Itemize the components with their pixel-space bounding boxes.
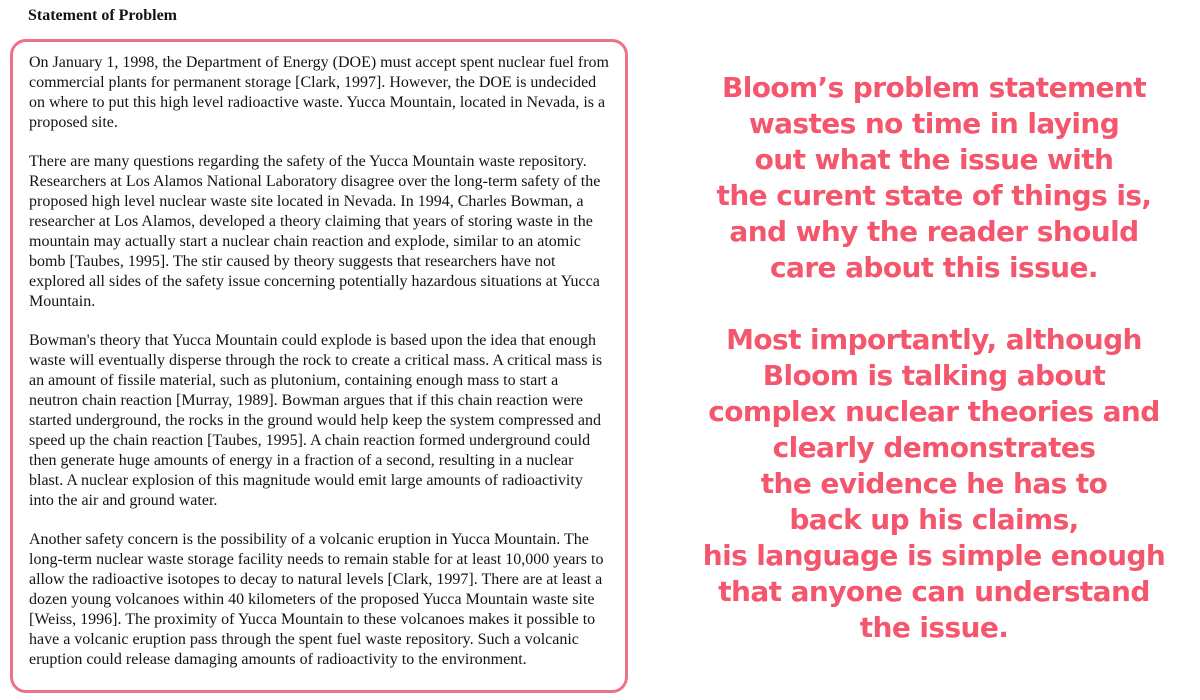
annotation-line: complex nuclear theories and: [708, 395, 1160, 428]
annotation-line: the issue.: [859, 611, 1009, 644]
annotation-line: clearly demonstrates: [772, 431, 1096, 464]
annotation-line: Most importantly, although: [726, 323, 1142, 356]
annotation-line: care about this issue.: [770, 251, 1098, 284]
document-paragraph: There are many questions regarding the safety of the Yucca Mountain waste repository. Researchers at Los Alamos National Laboratory disagree over the long-term safety of the proposed high level nuclear waste site located in Nevada. In 1994, Charles Bowman, a researcher at Los Alamos, developed a theory claiming that years of storing waste in the mountain may actually start a nuclear chain reaction and explode, similar to an atomic bomb [Taubes, 1995]. The stir caused by theory suggests that researchers have not explored all sides of the safety issue concerning potentially hazardous situations at Yucca Mountain.: [29, 153, 601, 310]
annotation-line: Bloom is talking about: [762, 359, 1106, 392]
annotation-line: wastes no time in laying: [748, 107, 1120, 140]
document-paragraph: Another safety concern is the possibility of a volcanic eruption in Yucca Mountain. The long-term nuclear waste storage facility needs to remain stable for at least 10,000 years to allow the radioactive isotopes to decay to natural levels [Clark, 1997]. There are at least a dozen young volcanoes within 40 kilometers of the proposed Yucca Mountain waste site [Weiss, 1996]. The proximity of Yucca Mountain to these volcanoes makes it possible to have a volcanic eruption pass through the spent fuel waste repository. Such a volcanic eruption could release damaging amounts of radioactivity to the environment.: [29, 531, 604, 668]
problem-statement-box: [10, 39, 628, 693]
annotation-column: [664, 70, 1200, 646]
annotation-line: back up his claims,: [789, 503, 1079, 536]
document-paragraph: On January 1, 1998, the Department of Energy (DOE) must accept spent nuclear fuel from commercial plants for permanent storage [Clark, 1997]. However, the DOE is undecided on where to put this high level radioactive waste. Yucca Mountain, located in Nevada, is a proposed site.: [29, 54, 609, 131]
annotation-paragraph: [664, 70, 1200, 286]
annotation-line: that anyone can understand: [718, 575, 1150, 608]
document-body: [29, 53, 610, 670]
document-paragraph: Bowman's theory that Yucca Mountain could explode is based upon the idea that enough waste will eventually disperse through the rock to create a critical mass. A critical mass is an amount of fissile material, such as plutonium, containing enough mass to start a neutron chain reaction [Murray, 1989]. Bowman argues that if this chain reaction were started underground, the rocks in the ground would help keep the system compressed and speed up the chain reaction [Taubes, 1995]. A chain reaction formed underground could then generate huge amounts of energy in a fraction of a second, resulting in a nuclear blast. A nuclear explosion of this magnitude would emit large amounts of radioactivity into the air and ground water.: [29, 332, 603, 509]
annotation-line: and why the reader should: [729, 215, 1139, 248]
annotation-line: the evidence he has to: [760, 467, 1108, 500]
annotation-line: out what the issue with: [754, 143, 1114, 176]
annotation-line: the curent state of things is,: [716, 179, 1152, 212]
annotation-paragraph: [664, 322, 1200, 646]
page-title: Statement of Problem: [28, 7, 177, 24]
annotation-line: Bloom’s problem statement: [721, 71, 1147, 104]
annotation-line: his language is simple enough: [702, 539, 1166, 572]
